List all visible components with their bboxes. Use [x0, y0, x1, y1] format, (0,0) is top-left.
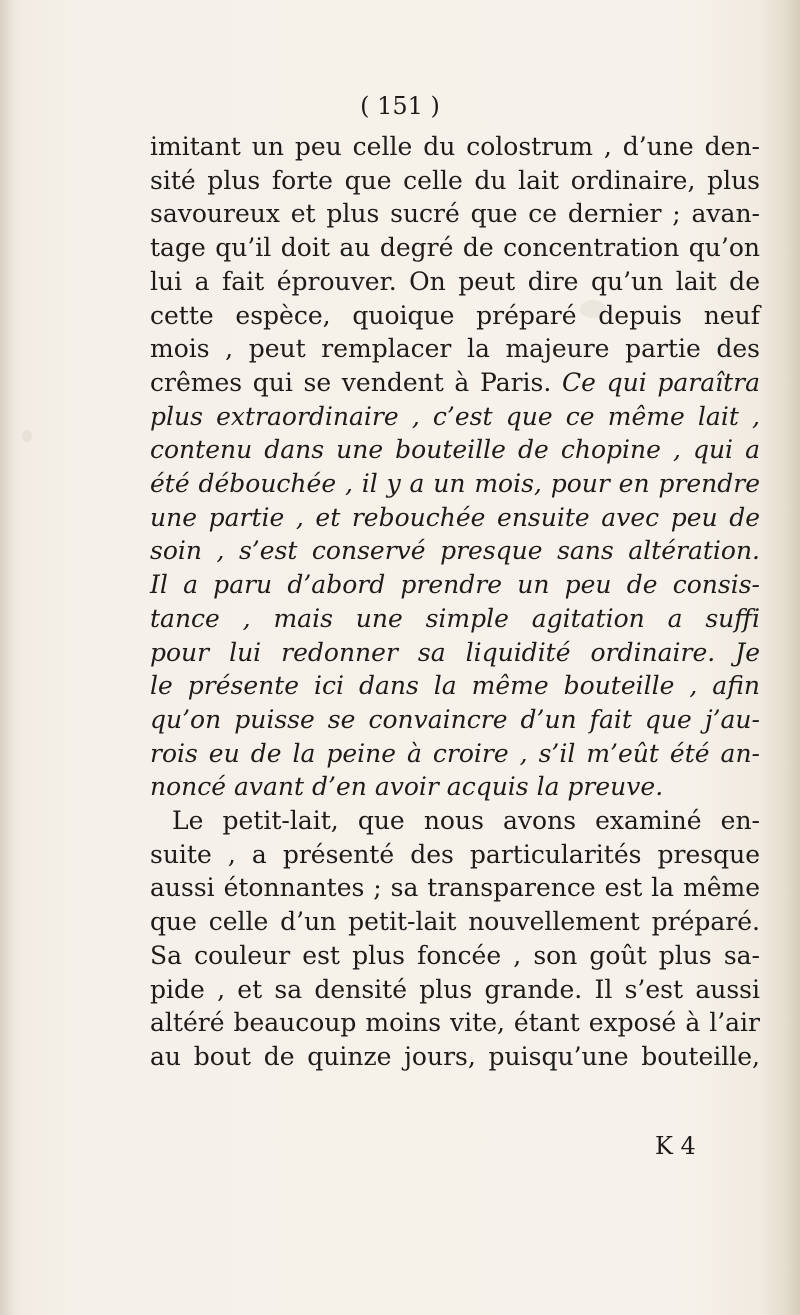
- text-line: que celle d’un petit-lait nouvellement préparé.: [150, 907, 760, 937]
- text-line: sité plus forte que celle du lait ordinaire, plus: [150, 165, 760, 195]
- text-segment: Ce qui paraîtra: [562, 367, 761, 397]
- paper-stain: [22, 430, 32, 442]
- text-line: rois eu de la peine à croire , s’il m’eût été an-: [150, 738, 760, 768]
- text-line: été débouchée , il y a un mois, pour en prendre: [150, 469, 760, 499]
- text-line: savoureux et plus sucré que ce dernier ; avan-: [150, 199, 760, 229]
- text-line: aussi étonnantes ; sa transparence est la même: [150, 873, 760, 903]
- text-line: tage qu’il doit au degré de concentration qu’on: [150, 233, 760, 263]
- text-line: tance , mais une simple agitation a suffi: [150, 603, 760, 633]
- text-line: Sa couleur est plus foncée , son goût plus sa-: [150, 940, 760, 970]
- text-line: plus extraordinaire , c’est que ce même lait ,: [150, 401, 760, 431]
- body-text: [150, 130, 760, 1074]
- text-line: mois , peut remplacer la majeure partie des: [150, 334, 760, 364]
- text-line: imitant un peu celle du colostrum , d’une den-: [150, 132, 760, 161]
- text-line: cette espèce, quoique préparé depuis neuf: [150, 300, 760, 330]
- text-line: [150, 366, 760, 400]
- signature-mark: K 4: [655, 1132, 696, 1160]
- text-line: lui a fait éprouver. On peut dire qu’un lait de: [150, 266, 760, 296]
- text-line: contenu dans une bouteille de chopine , qui a: [150, 435, 760, 465]
- text-line: suite , a présenté des particularités presque: [150, 839, 760, 869]
- text-line: une partie , et rebouchée ensuite avec peu de: [150, 502, 760, 532]
- text-line: Il a paru d’abord prendre un peu de consis-: [150, 570, 760, 600]
- page-left-edge: [0, 0, 18, 1315]
- text-line: noncé avant d’en avoir acquis la preuve.: [150, 772, 664, 802]
- text-segment: crêmes qui se vendent à Paris.: [150, 367, 552, 397]
- text-line: au bout de quinze jours, puisqu’une bouteille,: [150, 1041, 760, 1071]
- text-line: Le petit-lait, que nous avons examiné en-: [172, 806, 760, 836]
- text-line: pour lui redonner sa liquidité ordinaire. Je: [150, 637, 760, 667]
- text-line: soin , s’est conservé presque sans altération.: [150, 536, 760, 566]
- text-line: altéré beaucoup moins vite, étant exposé à l’air: [150, 1008, 760, 1038]
- text-line: le présente ici dans la même bouteille , afin: [150, 671, 760, 701]
- text-line: pide , et sa densité plus grande. Il s’est aussi: [150, 974, 760, 1004]
- page-right-edge: [760, 0, 800, 1315]
- page-header: ( 151 ): [360, 92, 440, 120]
- text-line: qu’on puisse se convaincre d’un fait que j’au-: [150, 704, 760, 734]
